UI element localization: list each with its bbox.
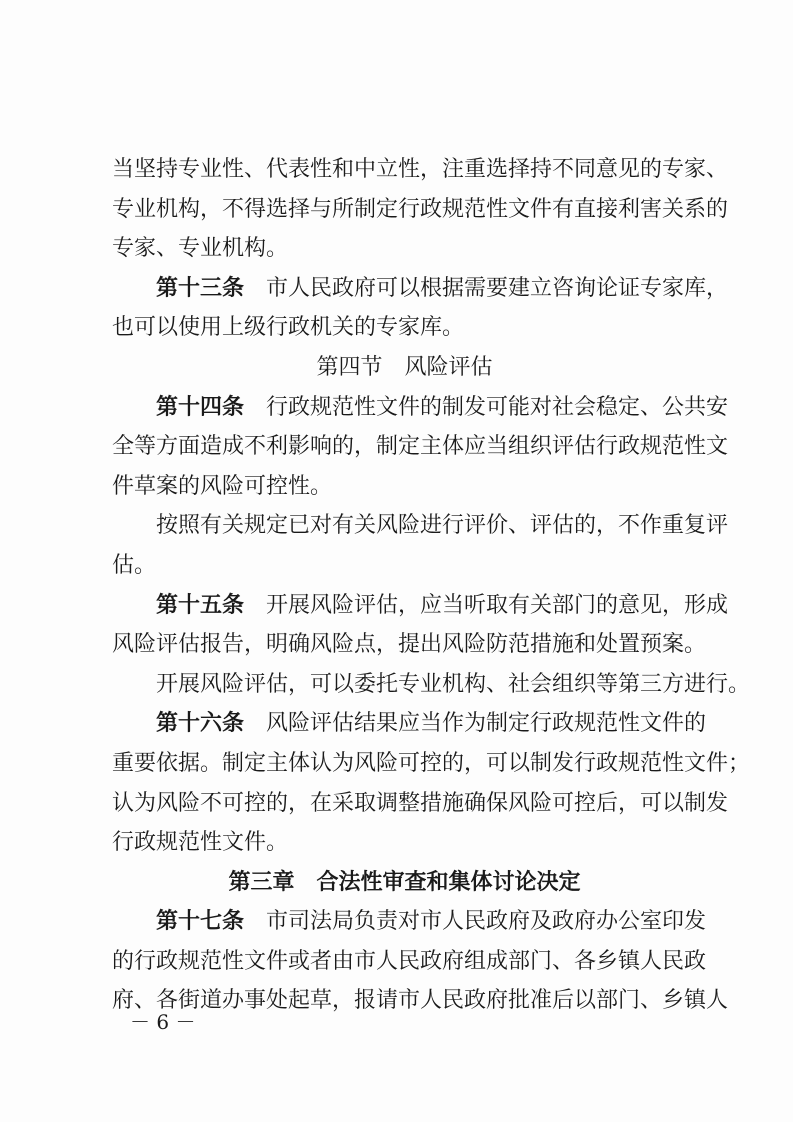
text-line: 按照有关规定已对有关风险进行评价、评估的，不作重复评 <box>156 513 729 539</box>
text-line: 估。 <box>112 552 157 578</box>
text-line: 开展风险评估，可以委托专业机构、社会组织等第三方进行。 <box>156 671 751 697</box>
article-number: 第十七条 <box>156 908 245 935</box>
article-13 <box>112 269 729 309</box>
text-line: 风险评估报告，明确风险点，提出风险防范措施和处置预案。 <box>112 632 707 658</box>
article-text: 行政规范性文件的制发可能对社会稳定、公共安 <box>266 394 729 420</box>
text-line: 行政规范性文件。 <box>112 830 289 856</box>
article-text: 市司法局负责对市人民政府及政府办公室印发 <box>266 909 707 935</box>
article-15 <box>112 586 729 626</box>
article-number: 第十六条 <box>156 710 245 737</box>
section-heading: 第四节 风险评估 <box>316 354 493 380</box>
article-number: 第十四条 <box>156 393 245 420</box>
article-number: 第十三条 <box>156 274 245 301</box>
page-number: － 6 － <box>130 1010 196 1034</box>
article-number: 第十五条 <box>156 591 245 618</box>
chapter-heading: 第三章 合法性审查和集体讨论决定 <box>228 868 581 895</box>
document-body <box>112 150 751 1021</box>
article-text: 开展风险评估，应当听取有关部门的意见，形成 <box>266 592 729 618</box>
text-line: 件草案的风险可控性。 <box>112 473 333 499</box>
text-line: 认为风险不可控的，在采取调整措施确保风险可控后，可以制发 <box>112 790 729 816</box>
text-line: 府、各街道办事处起草，报请市人民政府批准后以部门、乡镇人 <box>112 988 729 1014</box>
article-text: 市人民政府可以根据需要建立咨询论证专家库， <box>266 275 729 301</box>
text-line: 专家、专业机构。 <box>112 236 289 262</box>
article-17 <box>112 902 707 942</box>
text-line: 专业机构，不得选择与所制定行政规范性文件有直接利害关系的 <box>112 196 729 222</box>
text-line: 重要依据。制定主体认为风险可控的，可以制发行政规范性文件； <box>112 750 751 776</box>
text-line: 的行政规范性文件或者由市人民政府组成部门、各乡镇人民政 <box>112 948 707 974</box>
article-text: 风险评估结果应当作为制定行政规范性文件的 <box>266 711 707 737</box>
article-14 <box>112 388 729 428</box>
text-line: 全等方面造成不利影响的，制定主体应当组织评估行政规范性文 <box>112 434 729 460</box>
text-line: 当坚持专业性、代表性和中立性，注重选择持不同意见的专家、 <box>112 157 729 182</box>
article-16 <box>112 704 707 744</box>
text-line: 也可以使用上级行政机关的专家库。 <box>112 315 465 341</box>
